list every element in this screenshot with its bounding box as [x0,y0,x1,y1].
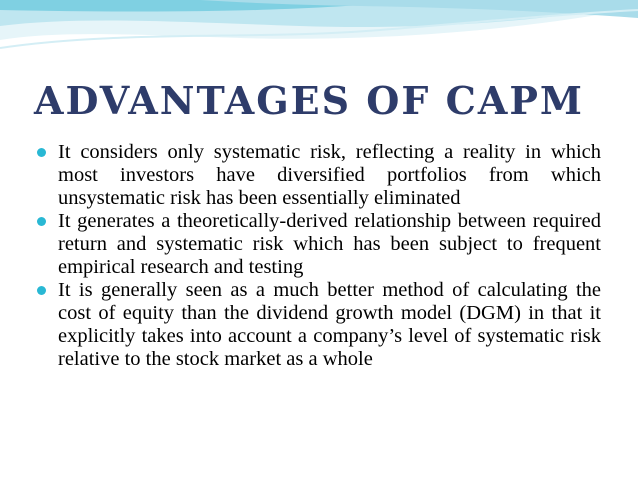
bullet-list [58,141,601,371]
header-wave-decoration [0,0,638,80]
bullet-dot-icon [37,286,46,295]
bullet-item [58,141,601,210]
slide-title: ADVANTAGES OF CAPM [34,78,584,123]
bullet-item [58,210,601,279]
bullet-item [58,279,601,371]
bullet-dot-icon [37,148,46,157]
bullet-text: It generates a theoretically-derived relationship between required return and systematic risk which has been subject to frequent empirical research and testing [58,210,601,278]
bullet-text: It is generally seen as a much better method of calculating the cost of equity than the dividend growth model (DGM) in that it explicitly takes into account a company’s level of systematic risk relative to the stock market as a whole [58,279,601,370]
bullet-dot-icon [37,217,46,226]
bullet-text: It considers only systematic risk, reflecting a reality in which most investors have diversified portfolios from which unsystematic risk has been essentially eliminated [58,141,601,209]
